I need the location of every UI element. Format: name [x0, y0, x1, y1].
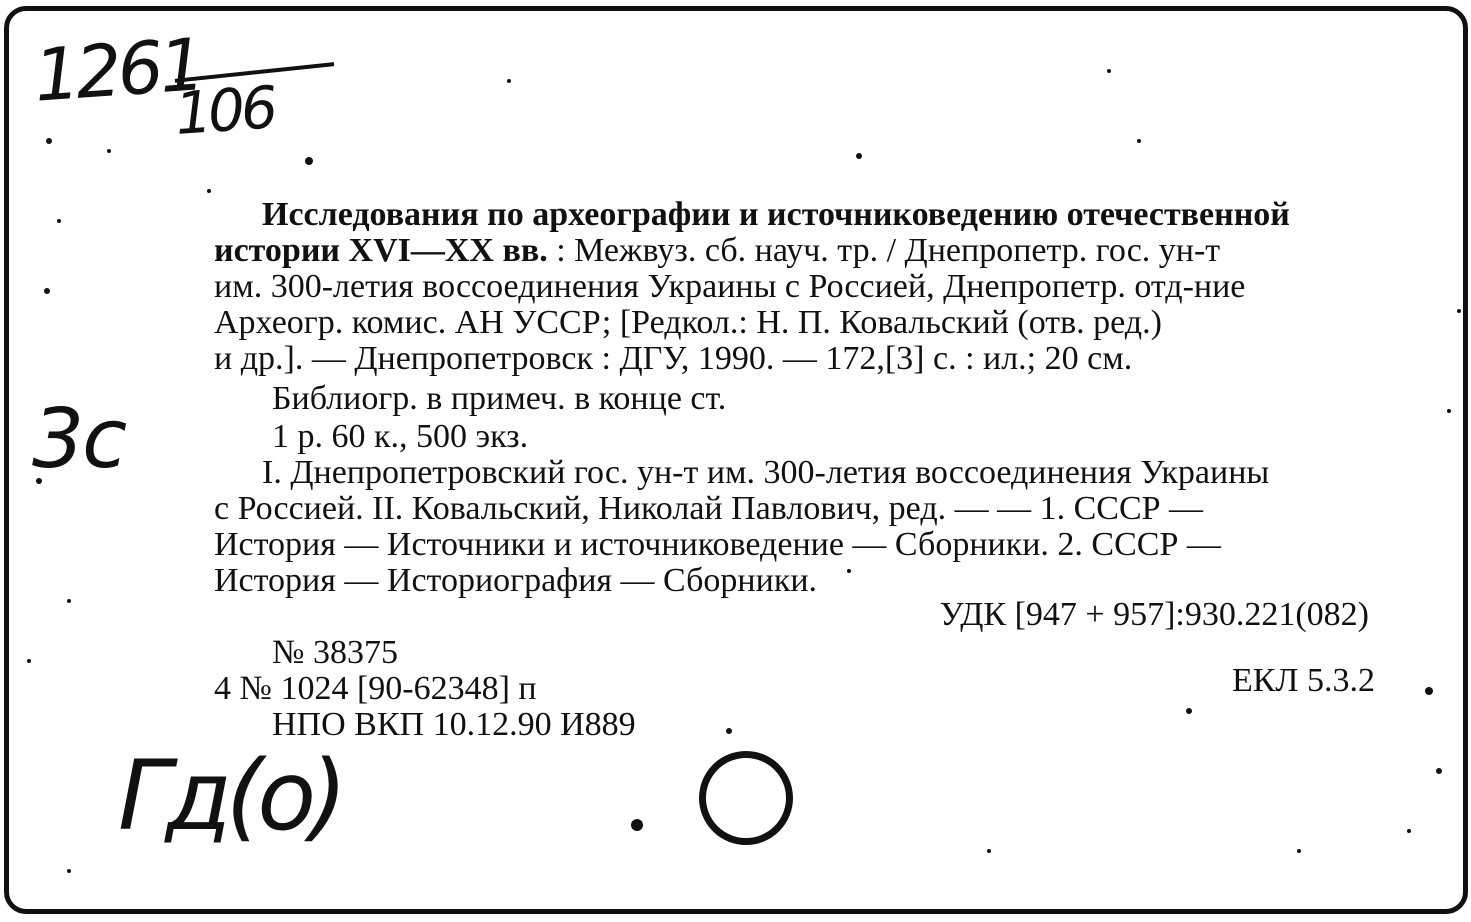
ink-dot — [631, 819, 643, 831]
handwritten-call-number — [31, 22, 277, 149]
body-line: Археогр. комис. АН УССР; [Редкол.: Н. П. Ковальский (отв. ред.) — [214, 304, 1162, 341]
body-line: им. 300-летия воссоединения Украины с Россией, Днепропетр. отд-ние — [214, 268, 1246, 305]
printer-line: НПО ВКП 10.12.90 И889 — [272, 706, 636, 743]
ekl-code: ЕКЛ 5.3.2 — [1231, 662, 1375, 699]
tracing-line: I. Днепропетровский гос. ун-т им. 300-летия воссоединения Украины — [262, 454, 1270, 491]
title-line-2: истории XVI—XX вв. : Межвуз. сб. науч. тр. / Днепропетр. гос. ун-т — [214, 232, 1221, 269]
body-line: и др.]. — Днепропетровск : ДГУ, 1990. — 172,[3] с. : ил.; 20 см. — [214, 340, 1133, 377]
punch-hole — [699, 751, 793, 845]
udc-code: УДК [947 + 957]:930.221(082) — [939, 596, 1369, 633]
tracing-line: с Россией. II. Ковальский, Николай Павлович, ред. — — 1. СССР — — [214, 490, 1204, 527]
handwritten-copy-mark: Гд(о) — [118, 740, 342, 852]
tracing-line: История — Источники и источниковедение — Сборники. 2. СССР — — [214, 526, 1221, 563]
handwritten-shelf-mark: 3c — [32, 392, 126, 487]
title-line-1: Исследования по археографии и источниковедению отечественной — [262, 196, 1290, 233]
bibliography-note: Библиогр. в примеч. в конце ст. — [272, 380, 727, 417]
price-and-run: 1 р. 60 к., 500 экз. — [272, 418, 529, 455]
tracing-line: История — Историография — Сборники. — [214, 562, 818, 599]
record-number: № 38375 — [272, 634, 398, 671]
call-number: 1261 — [31, 22, 204, 118]
call-number-denominator: 106 — [172, 73, 277, 149]
order-line: 4 № 1024 [90-62348] п — [214, 670, 537, 707]
